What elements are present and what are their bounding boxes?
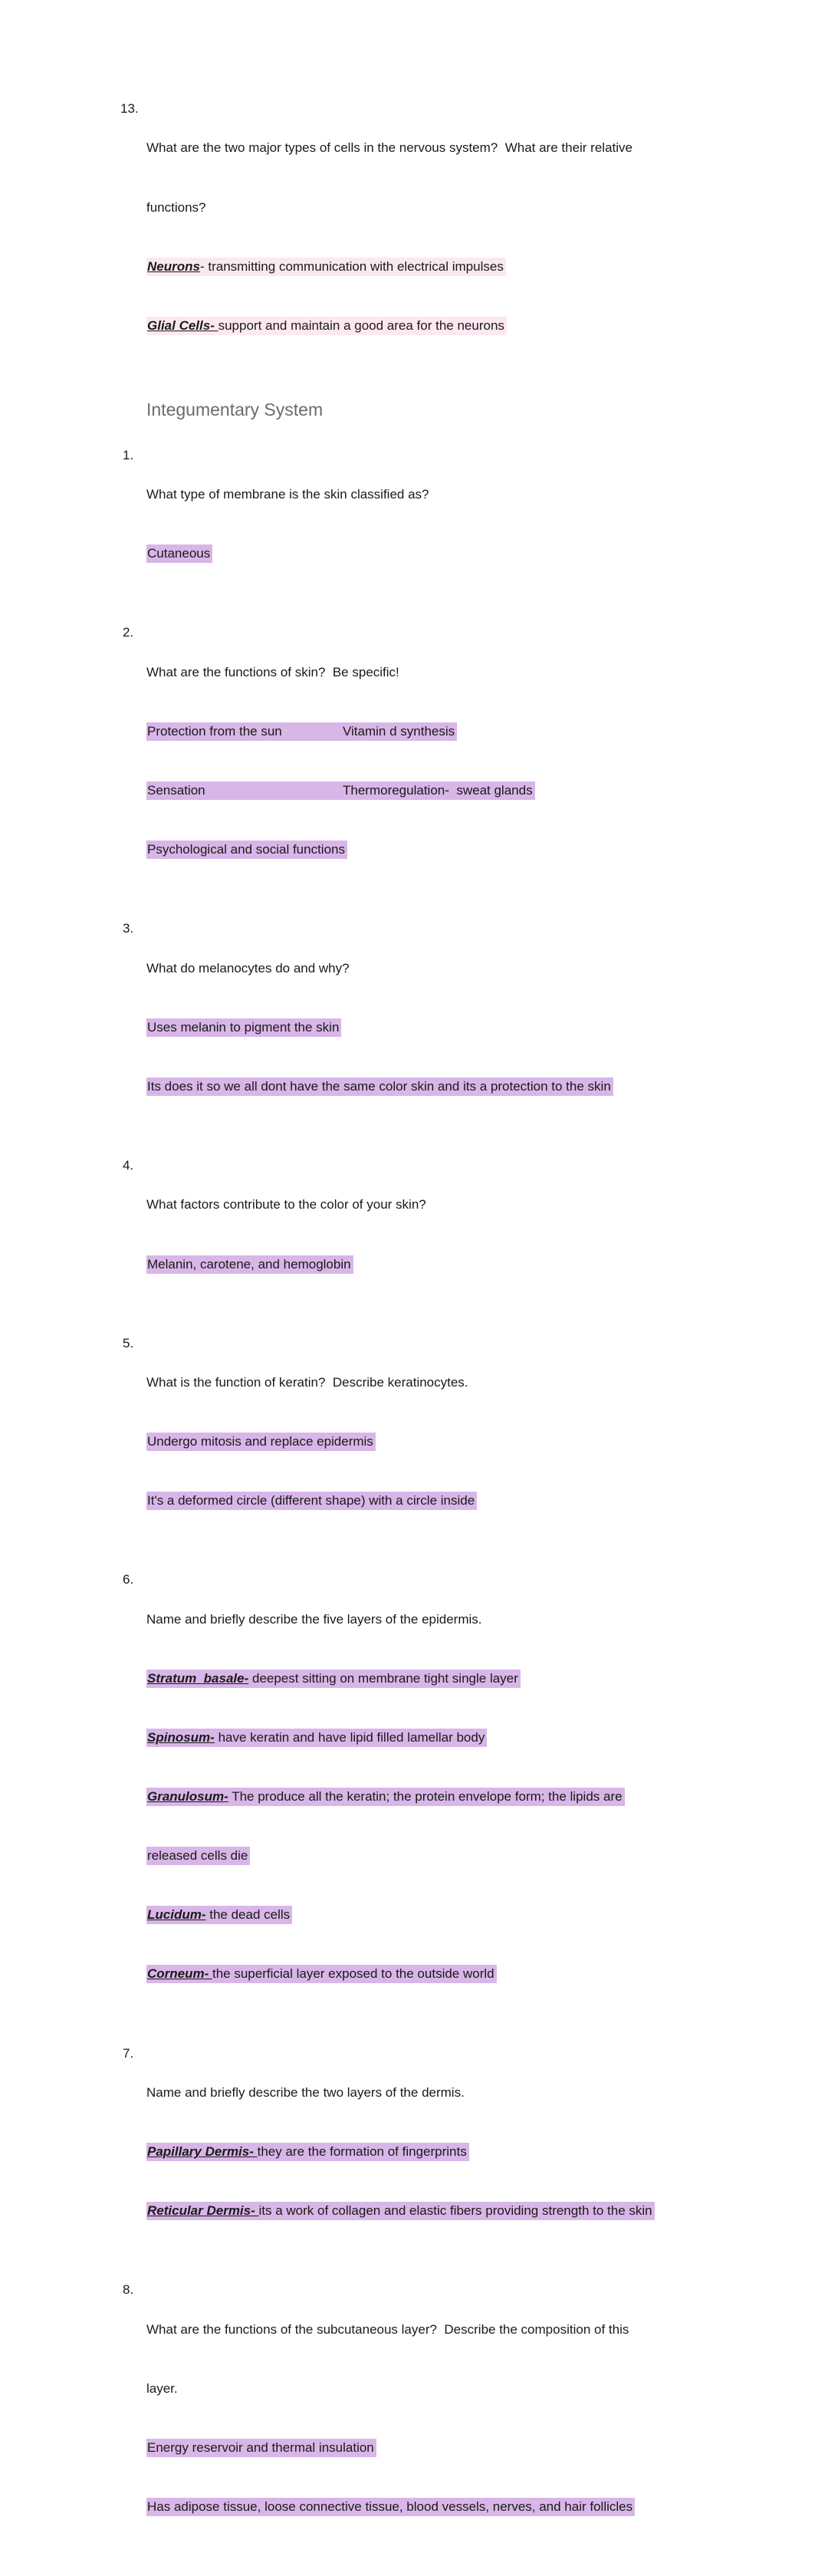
answer-highlight (146, 1729, 487, 1747)
question-number: 3. (123, 921, 134, 936)
answer-text: - transmitting communication with electrical impulses (199, 258, 504, 274)
answer-highlight (146, 781, 535, 800)
answer-text: support and maintain a good area for the neurons (218, 317, 504, 333)
question-text: What type of membrane is the skin classified as? (146, 487, 429, 502)
question-text: functions? (146, 199, 206, 215)
answer-term: Spinosum- (147, 1730, 215, 1745)
answer-line (146, 316, 772, 336)
answer-line (146, 2142, 772, 2162)
answer-line (146, 1491, 772, 1511)
answer-col1: Protection from the sun (147, 723, 282, 739)
answer-term: Glial Cells- (147, 317, 219, 333)
answer-text: the dead cells (205, 1907, 291, 1923)
question-number: 6. (123, 1572, 134, 1587)
answer-term: Neurons (147, 258, 200, 274)
answer-term: Lucidum- (147, 1907, 206, 1923)
answer-line (146, 1964, 772, 1984)
question-8 (120, 2280, 772, 2556)
answer-line (146, 1846, 772, 1866)
answer-line (146, 1669, 772, 1689)
answer-line (146, 840, 772, 860)
answer-highlight: Energy reservoir and thermal insulation (146, 2439, 376, 2457)
answer-col2: Thermoregulation- sweat glands (343, 783, 533, 798)
answer-text: have keratin and have lipid filled lamellar body (214, 1730, 485, 1745)
question-4 (120, 1156, 772, 1314)
question-number: 2. (123, 625, 134, 640)
question-number: 13. (120, 101, 139, 116)
question-number: 8. (123, 2282, 134, 2298)
answer-highlight (146, 722, 457, 741)
question-5 (120, 1334, 772, 1551)
question-text: What are the functions of the subcutaneous layer? Describe the composition of this (146, 2321, 629, 2337)
answer-highlight: Psychological and social functions (146, 841, 347, 859)
question-text: What are the functions of skin? Be specific! (146, 664, 399, 679)
answer-highlight: released cells die (146, 1847, 250, 1865)
question-6 (120, 1570, 772, 2023)
question-number: 4. (123, 1158, 134, 1173)
answer-highlight: Cutaneous (146, 544, 212, 563)
answer-highlight: Melanin, carotene, and hemoglobin (146, 1255, 353, 1274)
answer-text: they are the formation of fingerprints (257, 2144, 467, 2160)
answer-line (146, 2201, 772, 2221)
answer-highlight (146, 1670, 521, 1688)
answer-line (146, 1728, 772, 1748)
question-text: What is the function of keratin? Describe keratinocytes. (146, 1375, 468, 1390)
answer-line (146, 257, 772, 277)
question-1 (120, 446, 772, 604)
answer-highlight (146, 1906, 292, 1924)
answer-highlight: Uses melanin to pigment the skin (146, 1018, 341, 1037)
answer-text: The produce all the keratin; the protein envelope form; the lipids are (228, 1789, 623, 1805)
answer-text: its a work of collagen and elastic fibers providing strength to the skin (258, 2203, 652, 2219)
document-page (120, 99, 772, 2576)
answer-highlight: Has adipose tissue, loose connective tissue, blood vessels, nerves, and hair follicles (146, 2498, 635, 2516)
question-number: 7. (123, 2045, 134, 2061)
answer-line (146, 1077, 772, 1097)
question-text: What factors contribute to the color of your skin? (146, 1197, 426, 1212)
answer-line (146, 722, 772, 742)
question-3 (120, 919, 772, 1136)
answer-col1: Sensation (147, 783, 205, 798)
question-text: Name and briefly describe the five layers of the epidermis. (146, 1611, 482, 1627)
question-text: Name and briefly describe the two layers of the dermis. (146, 2084, 465, 2100)
answer-highlight (146, 2143, 469, 2161)
answer-line (146, 1787, 772, 1807)
section-heading: Integumentary System (146, 399, 324, 419)
question-text: What do melanocytes do and why? (146, 960, 350, 975)
answer-line (146, 544, 772, 564)
answer-highlight: Undergo mitosis and replace epidermis (146, 1433, 376, 1451)
answer-highlight (146, 2202, 655, 2220)
answer-highlight (146, 317, 507, 335)
answer-col2: Vitamin d synthesis (343, 723, 455, 739)
answer-highlight: It's a deformed circle (different shape) with a circle inside (146, 1492, 477, 1510)
answer-line (146, 781, 772, 801)
answer-text: deepest sitting on membrane tight single layer (248, 1670, 518, 1686)
answer-term: Papillary Dermis- (147, 2144, 258, 2160)
answer-term: Stratum basale- (147, 1670, 249, 1686)
answer-term: Granulosum- (147, 1789, 228, 1805)
answer-highlight (146, 258, 506, 276)
answer-line (146, 1018, 772, 1038)
question-number: 5. (123, 1335, 134, 1351)
question-number: 1. (123, 447, 134, 462)
answer-line (146, 2438, 772, 2458)
answer-line (146, 2497, 772, 2517)
question-7 (120, 2044, 772, 2261)
answer-line (146, 1432, 772, 1452)
answer-term: Reticular Dermis- (147, 2203, 259, 2219)
answer-line (146, 1255, 772, 1275)
question-text: layer. (146, 2380, 178, 2396)
answer-line (146, 1905, 772, 1925)
question-text: What are the two major types of cells in the nervous system? What are their relative (146, 140, 632, 156)
answer-term: Corneum- (147, 1966, 212, 1982)
question-13 (120, 99, 772, 375)
answer-highlight (146, 1788, 625, 1806)
answer-highlight: Its does it so we all dont have the same color skin and its a protection to the skin (146, 1077, 613, 1096)
question-2 (120, 623, 772, 899)
answer-highlight (146, 1965, 497, 1983)
answer-text: the superficial layer exposed to the outside world (212, 1966, 495, 1982)
